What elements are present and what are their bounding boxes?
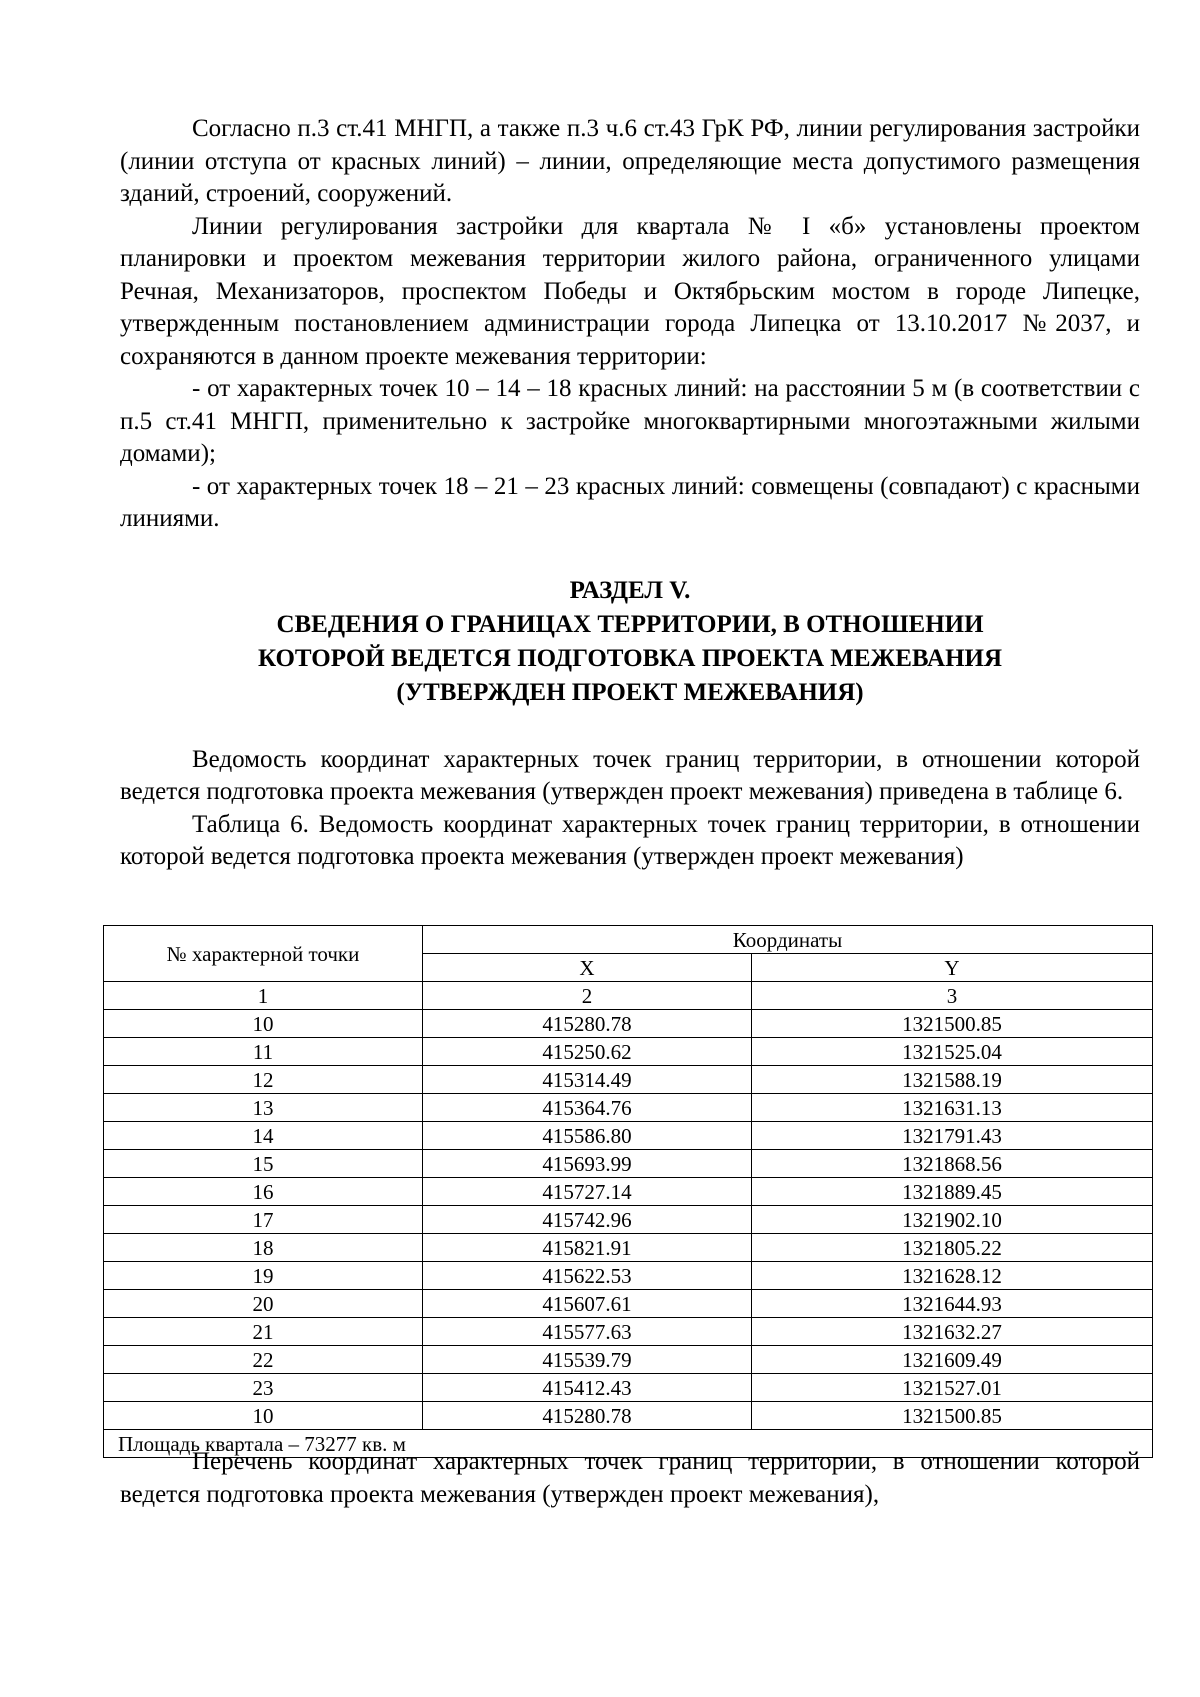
header-coordinates: Координаты bbox=[423, 926, 1153, 954]
cell-x: 415622.53 bbox=[423, 1262, 752, 1290]
cell-point: 23 bbox=[104, 1374, 423, 1402]
table-caption: Таблица 6. Ведомость координат характерных точек границ территории, в отношении которой ведется подготовка проекта межевания (утвержден проект межевания) bbox=[120, 810, 1140, 870]
cell-point: 13 bbox=[104, 1094, 423, 1122]
cell-y: 1321644.93 bbox=[752, 1290, 1153, 1318]
section-heading-line-3: КОТОРОЙ ВЕДЕТСЯ ПОДГОТОВКА ПРОЕКТА МЕЖЕВАНИЯ bbox=[257, 644, 1003, 672]
intro-paragraph-4: - от характерных точек 18 – 21 – 23 красных линий: совмещены (совпадают) с красными линиями. bbox=[120, 472, 1140, 532]
header-col-index-2: 2 bbox=[423, 982, 752, 1010]
coordinates-table bbox=[103, 925, 1153, 1458]
cell-x: 415607.61 bbox=[423, 1290, 752, 1318]
cell-x: 415577.63 bbox=[423, 1318, 752, 1346]
cell-y: 1321632.27 bbox=[752, 1318, 1153, 1346]
section-heading-line-4: (УТВЕРЖДЕН ПРОЕКТ МЕЖЕВАНИЯ) bbox=[396, 678, 864, 706]
cell-y: 1321588.19 bbox=[752, 1066, 1153, 1094]
cell-x: 415821.91 bbox=[423, 1234, 752, 1262]
document-page bbox=[120, 113, 1140, 874]
cell-y: 1321527.01 bbox=[752, 1374, 1153, 1402]
cell-x: 415364.76 bbox=[423, 1094, 752, 1122]
closing-block bbox=[120, 1446, 1140, 1511]
cell-y: 1321902.10 bbox=[752, 1206, 1153, 1234]
header-point-number: № характерной точки bbox=[104, 926, 423, 982]
cell-x: 415586.80 bbox=[423, 1122, 752, 1150]
table-row bbox=[104, 1038, 1153, 1066]
statement-paragraph: Ведомость координат характерных точек границ территории, в отношении которой ведется подготовка проекта межевания (утвержден проект межевания) приведена в таблице 6. bbox=[120, 745, 1140, 805]
table-row bbox=[104, 1234, 1153, 1262]
table-body bbox=[104, 1010, 1153, 1430]
table-row bbox=[104, 1206, 1153, 1234]
cell-point: 19 bbox=[104, 1262, 423, 1290]
cell-point: 20 bbox=[104, 1290, 423, 1318]
table-row bbox=[104, 1150, 1153, 1178]
header-col-index-1: 1 bbox=[104, 982, 423, 1010]
table-row bbox=[104, 1290, 1153, 1318]
section-heading bbox=[120, 574, 1140, 710]
section-heading-line-1: РАЗДЕЛ V. bbox=[569, 576, 691, 604]
cell-x: 415314.49 bbox=[423, 1066, 752, 1094]
cell-point: 10 bbox=[104, 1010, 423, 1038]
cell-point: 12 bbox=[104, 1066, 423, 1094]
cell-x: 415412.43 bbox=[423, 1374, 752, 1402]
intro-paragraph-1: Согласно п.3 ст.41 МНГП, а также п.3 ч.6 ст.43 ГрК РФ, линии регулирования застройки (линии отступа от красных линий) – линии, определяющие места допустимого размещения зданий, строений, сооружений. bbox=[120, 115, 1140, 207]
cell-point: 18 bbox=[104, 1234, 423, 1262]
table-row bbox=[104, 1318, 1153, 1346]
cell-y: 1321525.04 bbox=[752, 1038, 1153, 1066]
table-row bbox=[104, 1122, 1153, 1150]
table-row bbox=[104, 1178, 1153, 1206]
cell-point: 11 bbox=[104, 1038, 423, 1066]
table-row bbox=[104, 1094, 1153, 1122]
cell-y: 1321791.43 bbox=[752, 1122, 1153, 1150]
cell-y: 1321500.85 bbox=[752, 1010, 1153, 1038]
cell-x: 415727.14 bbox=[423, 1178, 752, 1206]
table-row bbox=[104, 1402, 1153, 1430]
cell-point: 17 bbox=[104, 1206, 423, 1234]
table-row bbox=[104, 1066, 1153, 1094]
cell-point: 10 bbox=[104, 1402, 423, 1430]
intro-paragraph-3: - от характерных точек 10 – 14 – 18 красных линий: на расстоянии 5 м (в соответствии с п.5 ст.41 МНГП, применительно к застройке многоквартирными многоэтажными жилыми домами); bbox=[120, 375, 1140, 467]
header-x: X bbox=[423, 954, 752, 982]
table-row bbox=[104, 1010, 1153, 1038]
cell-y: 1321609.49 bbox=[752, 1346, 1153, 1374]
cell-point: 16 bbox=[104, 1178, 423, 1206]
closing-paragraph: Перечень координат характерных точек границ территории, в отношении которой ведется подготовка проекта межевания (утвержден проект межевания), bbox=[120, 1448, 1140, 1508]
cell-x: 415693.99 bbox=[423, 1150, 752, 1178]
cell-point: 22 bbox=[104, 1346, 423, 1374]
area-note: Площадь квартала – 73277 кв. м bbox=[104, 1430, 1153, 1458]
cell-x: 415280.78 bbox=[423, 1010, 752, 1038]
intro-paragraph-2: Линии регулирования застройки для квартала № I «б» установлены проектом планировки и проектом межевания территории жилого района, ограниченного улицами Речная, Механизаторов, проспектом Победы и Октябрьским мостом в городе Липецке, утвержденным постановлением администрации города Липецка от 13.10.2017 №2037, и сохраняются в данном проекте межевания территории: bbox=[120, 212, 1140, 370]
cell-y: 1321631.13 bbox=[752, 1094, 1153, 1122]
cell-x: 415250.62 bbox=[423, 1038, 752, 1066]
cell-x: 415539.79 bbox=[423, 1346, 752, 1374]
table-row bbox=[104, 1346, 1153, 1374]
table-row bbox=[104, 1262, 1153, 1290]
table-row bbox=[104, 1374, 1153, 1402]
cell-y: 1321805.22 bbox=[752, 1234, 1153, 1262]
cell-y: 1321500.85 bbox=[752, 1402, 1153, 1430]
cell-y: 1321628.12 bbox=[752, 1262, 1153, 1290]
section-heading-line-2: СВЕДЕНИЯ О ГРАНИЦАХ ТЕРРИТОРИИ, В ОТНОШЕНИИ bbox=[276, 610, 984, 638]
cell-point: 21 bbox=[104, 1318, 423, 1346]
header-col-index-3: 3 bbox=[752, 982, 1153, 1010]
cell-x: 415742.96 bbox=[423, 1206, 752, 1234]
header-y: Y bbox=[752, 954, 1153, 982]
cell-y: 1321868.56 bbox=[752, 1150, 1153, 1178]
cell-point: 14 bbox=[104, 1122, 423, 1150]
cell-x: 415280.78 bbox=[423, 1402, 752, 1430]
cell-point: 15 bbox=[104, 1150, 423, 1178]
cell-y: 1321889.45 bbox=[752, 1178, 1153, 1206]
